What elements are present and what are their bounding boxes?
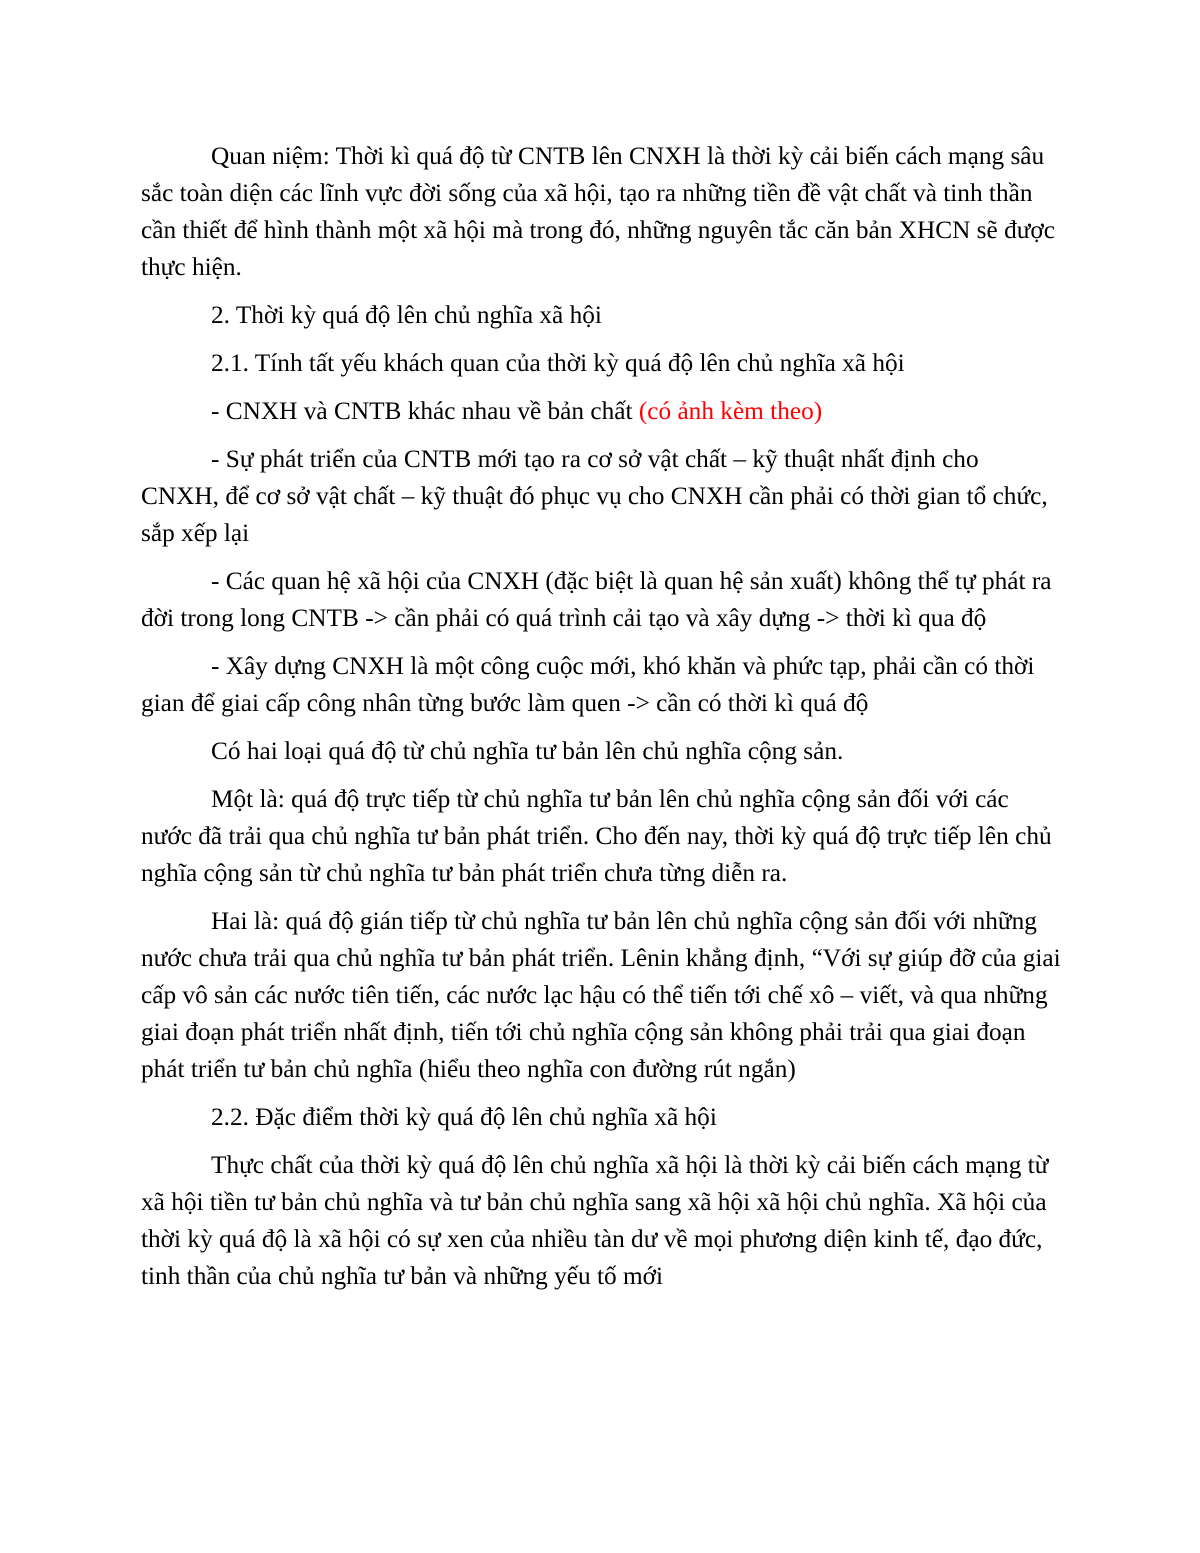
paragraph-type-two: Hai là: quá độ gián tiếp từ chủ nghĩa tư bản lên chủ nghĩa cộng sản đối với những nước chưa trải qua chủ nghĩa tư bản phát triển. Lênin khẳng định, “Với sự giúp đỡ của giai cấp vô sản các nước tiên tiến, các nước lạc hậu có thể tiến tới chế xô – viết, và qua những giai đoạn phát triển nhất định, tiến tới chủ nghĩa cộng sản không phải trải qua giai đoạn phát triển tư bản chủ nghĩa (hiểu theo nghĩa con đường rút ngắn) [141,907,1061,1083]
paragraph-characteristics: Thực chất của thời kỳ quá độ lên chủ nghĩa xã hội là thời kỳ cải biến cách mạng từ xã hội tiền tư bản chủ nghĩa và tư bản chủ nghĩa sang xã hội xã hội chủ nghĩa. Xã hội của thời kỳ quá độ là xã hội có sự xen của nhiều tàn dư về mọi phương diện kinh tế, đạo đức, tinh thần của chủ nghĩa tư bản và những yếu tố mới [141,1151,1049,1290]
bullet-social-relations: - Các quan hệ xã hội của CNXH (đặc biệt là quan hệ sản xuất) không thể tự phát ra đời trong long CNTB -> cần phải có quá trình cải tạo và xây dựng -> thời kì qua độ [141,567,1052,632]
paragraph-definition: Quan niệm: Thời kì quá độ từ CNTB lên CNXH là thời kỳ cải biến cách mạng sâu sắc toàn diện các lĩnh vực đời sống của xã hội, tạo ra những tiền đề vật chất và tinh thần cần thiết để hình thành một xã hội mà trong đó, những nguyên tắc căn bản XHCN sẽ được thực hiện. [141,142,1056,281]
bullet-nature-difference-text: - CNXH và CNTB khác nhau về bản chất [211,397,633,425]
paragraph-type-one: Một là: quá độ trực tiếp từ chủ nghĩa tư bản lên chủ nghĩa cộng sản đối với các nước đã trải qua chủ nghĩa tư bản phát triển. Cho đến nay, thời kỳ quá độ trực tiếp lên chủ nghĩa cộng sản từ chủ nghĩa tư bản phát triển chưa từng diễn ra. [141,785,1052,887]
bullet-nature-difference [141,393,1061,430]
image-attached-note: (có ảnh kèm theo) [638,397,823,425]
bullet-material-base: - Sự phát triển của CNTB mới tạo ra cơ sở vật chất – kỹ thuật nhất định cho CNXH, để cơ sở vật chất – kỹ thuật đó phục vụ cho CNXH cần phải có thời gian tổ chức, sắp xếp lại [141,445,1048,547]
section-heading-2-2: 2.2. Đặc điểm thời kỳ quá độ lên chủ nghĩa xã hội [211,1103,717,1131]
paragraph-two-types: Có hai loại quá độ từ chủ nghĩa tư bản lên chủ nghĩa cộng sản. [211,737,844,765]
section-heading-2: 2. Thời kỳ quá độ lên chủ nghĩa xã hội [211,301,602,329]
bullet-new-undertaking: - Xây dựng CNXH là một công cuộc mới, khó khăn và phức tạp, phải cần có thời gian để giai cấp công nhân từng bước làm quen -> cần có thời kì quá độ [141,652,1035,717]
document-page [141,138,1061,1306]
section-heading-2-1: 2.1. Tính tất yếu khách quan của thời kỳ quá độ lên chủ nghĩa xã hội [211,349,905,377]
